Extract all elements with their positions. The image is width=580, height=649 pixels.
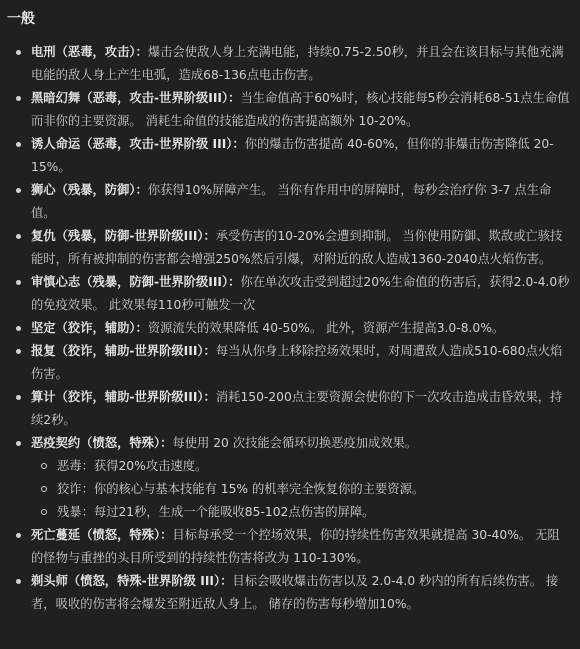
- affix-name: 坚定（狡诈，辅助）：: [31, 321, 148, 335]
- affix-description: 资源流失的效果降低 40-50%。 此外，资源产生提高3.0-8.0%。: [147, 321, 505, 335]
- list-item-barber: [7, 570, 570, 616]
- affix-name: 复仇（残暴，防御-世界阶级III）：: [31, 229, 216, 243]
- affix-name: 恶疫契约（愤怒，特殊）：: [31, 436, 173, 450]
- affix-description: 消耗150-200点主要资源会使你的下一次攻击造成击昏效果，持续2秒。: [31, 390, 563, 427]
- affix-name: 死亡蔓延（愤怒，特殊）：: [31, 528, 173, 542]
- list-item-lionheart: [7, 179, 570, 225]
- affix-name: 剃头师（愤怒，特殊-世界阶级 III）：: [31, 574, 233, 588]
- section-title: 一般: [7, 11, 35, 27]
- list-item-electrocution: [7, 41, 570, 87]
- affix-description: 每使用 20 次技能会循环切换恶疫加成效果。: [172, 436, 418, 450]
- affix-description: 承受伤害的10-20%会遭到抑制。 当你使用防御、欺敌或亡骇技能时，所有被抑制的伤害都会增强250%然后引爆，对附近的敌人造成1360-2040点火焰伤害。: [31, 229, 563, 266]
- affix-name: 狮心（残暴，防御）：: [31, 183, 148, 197]
- affix-name: 审慎心志（残暴，防御-世界阶级III）：: [31, 275, 241, 289]
- sub-list-item: 残暴：每过21秒，生成一个能吸收85-102点伤害的屏障。: [31, 501, 570, 524]
- list-item-pestilent-pact: [7, 432, 570, 524]
- list-item-vengeance: [7, 225, 570, 271]
- affix-description: 目标每承受一个控场效果，你的持续性伤害效果就提高 30-40%。 无阻的怪物与重挫的头目所受到的持续性伤害将改为 110-130%。: [31, 528, 560, 565]
- affix-name: 诱人命运（恶毒，攻击-世界阶级 III）：: [31, 137, 245, 151]
- list-item-resolute: [7, 317, 570, 340]
- sub-list-item: 狡诈：你的核心与基本技能有 15% 的机率完全恢复你的主要资源。: [31, 478, 570, 501]
- affix-description: 当生命值高于60%时，核心技能每5秒会消耗68-51点生命值而非你的主要资源。 消耗生命值的技能造成的伤害提高额外 10-20%。: [31, 91, 570, 128]
- list-item-calculated: [7, 386, 570, 432]
- list-item-dark-dance: [7, 87, 570, 133]
- affix-description: 每当从你身上移除控场效果时，对周遭敌人造成510-680点火焰伤害。: [31, 344, 563, 381]
- affix-name: 算计（狡诈，辅助-世界阶级III）：: [31, 390, 216, 404]
- sub-list-item: 恶毒：获得20%攻击速度。: [31, 455, 570, 478]
- affix-name: 电刑（恶毒，攻击）：: [31, 45, 148, 59]
- list-item-tempting-fate: [7, 133, 570, 179]
- affix-description: 你的爆击伤害提高 40-60%，但你的非爆击伤害降低 20-15%。: [31, 137, 554, 174]
- affix-description: 目标会吸收爆击伤害以及 2.0-4.0 秒内的所有后续伤害。 接者，吸收的伤害将会爆发至附近敌人身上。 储存的伤害每秒增加10%。: [31, 574, 559, 611]
- list-item-creeping-death: [7, 524, 570, 570]
- affix-description: 你获得10%屏障产生。 当你有作用中的屏障时，每秒会治疗你 3-7 点生命值。: [31, 183, 552, 220]
- affix-description: 你在单次攻击受到超过20%生命值的伤害后，获得2.0-4.0秒的免疫效果。 此效果每110秒可触发一次: [31, 275, 570, 312]
- affix-description: 爆击会使敌人身上充满电能，持续0.75-2.50秒，并且会在该目标与其他充满电能的敌人身上产生电弧，造成68-136点电击伤害。: [31, 45, 564, 82]
- list-item-retribution: [7, 340, 570, 386]
- affix-name: 报复（狡诈，辅助-世界阶级III）：: [31, 344, 216, 358]
- affix-name: 黑暗幻舞（恶毒，攻击-世界阶级III）：: [31, 91, 241, 105]
- affix-list: [7, 41, 570, 616]
- sub-list: [31, 455, 570, 524]
- list-item-prudent-heart: [7, 271, 570, 317]
